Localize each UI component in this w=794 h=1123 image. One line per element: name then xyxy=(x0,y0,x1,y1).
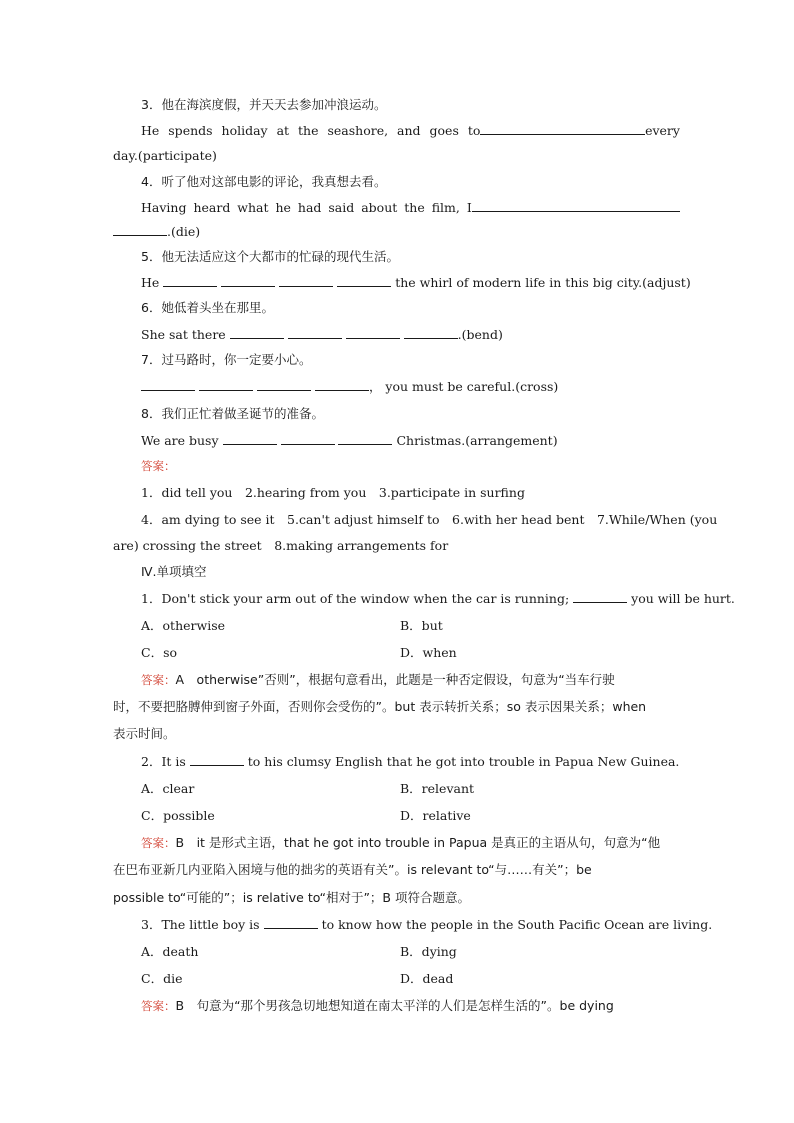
q5-chinese: 5．他无法适应这个大都市的忙碌的现代生活。 xyxy=(141,249,399,264)
mc3-stem-a: 3．The little boy is xyxy=(141,917,260,932)
q8-chinese: 8．我们正忙着做圣诞节的准备。 xyxy=(141,406,324,421)
q8-english xyxy=(141,433,680,449)
blank[interactable] xyxy=(264,917,318,929)
q3-chinese: 3．他在海滨度假，并天天去参加冲浪运动。 xyxy=(141,97,387,112)
blank[interactable] xyxy=(337,275,391,287)
blank[interactable] xyxy=(163,275,217,287)
answers-line1: 1．did tell you 2.hearing from you 3.participate in surfing xyxy=(141,485,525,500)
answers-line2: 4．am dying to see it 5.can't adjust himself to 6.with her head bent 7.While/When (you xyxy=(141,512,718,527)
mc1-exp1: A otherwise”否则”，根据句意看出，此题是一种否定假设，句意为“当车行驶 xyxy=(175,672,615,687)
q7-english xyxy=(141,379,680,395)
blank[interactable] xyxy=(404,327,458,339)
blank[interactable] xyxy=(338,433,392,445)
q7-text-end: ， you must be careful.(cross) xyxy=(368,379,559,394)
q8-text: We are busy xyxy=(141,433,219,448)
answers-label: 答案： xyxy=(141,459,176,473)
q3-text: He spends holiday at the seashore, and goes to xyxy=(141,123,481,138)
blank[interactable] xyxy=(315,379,369,391)
mc2-stem-a: 2．It is xyxy=(141,754,186,769)
q4-text-end: .(die) xyxy=(167,224,201,239)
q3-text-end: every xyxy=(645,123,680,138)
blank[interactable] xyxy=(113,224,167,236)
q3-english-line2: day.(participate) xyxy=(113,148,217,163)
section-title: Ⅳ.单项填空 xyxy=(141,564,207,579)
blank[interactable] xyxy=(288,327,342,339)
blank[interactable] xyxy=(480,123,535,135)
mc2-option-c[interactable]: C．possible xyxy=(141,808,215,823)
q5-text: He xyxy=(141,275,160,290)
blank[interactable] xyxy=(190,754,244,766)
mc1-stem-a: 1．Don't stick your arm out of the window when the car is running; xyxy=(141,591,570,606)
mc3-option-b[interactable]: B．dying xyxy=(400,944,457,959)
blank[interactable] xyxy=(472,200,524,212)
mc2-explanation-line3: possible to“可能的”；is relative to“相对于”；B 项符合题意。 xyxy=(113,890,470,905)
q7-chinese: 7．过马路时，你一定要小心。 xyxy=(141,352,312,367)
mc2-exp1: B it 是形式主语，that he got into trouble in Papua 是真正的主语从句，句意为“他 xyxy=(175,835,661,850)
q6-chinese: 6．她低着头坐在那里。 xyxy=(141,300,274,315)
mc1-option-d[interactable]: D．when xyxy=(400,645,457,660)
blank[interactable] xyxy=(223,433,277,445)
q4-text: Having heard what he had said about the film, I xyxy=(141,200,472,215)
blank[interactable] xyxy=(590,123,645,135)
mc2-explanation-line2: 在巴布亚新几内亚陷入困境与他的拙劣的英语有关”。is relevant to“与……有关”；be xyxy=(113,862,592,877)
blank[interactable] xyxy=(535,123,590,135)
mc3-explanation-line1 xyxy=(141,998,680,1014)
blank[interactable] xyxy=(346,327,400,339)
mc3-option-d[interactable]: D．dead xyxy=(400,971,454,986)
blank[interactable] xyxy=(221,275,275,287)
mc1-stem-b: you will be hurt. xyxy=(631,591,735,606)
mc1-option-a[interactable]: A．otherwise xyxy=(141,618,226,633)
mc3-stem-b: to know how the people in the South Pacific Ocean are living. xyxy=(321,917,713,932)
mc2-explanation-line1 xyxy=(141,835,680,851)
mc1-explanation-line1 xyxy=(141,672,680,688)
blank[interactable] xyxy=(524,200,576,212)
mc3-stem xyxy=(141,917,713,933)
mc3-exp1: B 句意为“那个男孩急切地想知道在南太平洋的人们是怎样生活的”。be dying xyxy=(175,998,614,1013)
mc1-option-b[interactable]: B．but xyxy=(400,618,443,633)
q6-text-end: .(bend) xyxy=(457,327,503,342)
q6-english xyxy=(141,327,680,343)
mc3-option-a[interactable]: A．death xyxy=(141,944,199,959)
q8-text-end: Christmas.(arrangement) xyxy=(396,433,558,448)
blank[interactable] xyxy=(257,379,311,391)
blank[interactable] xyxy=(281,433,335,445)
q6-text: She sat there xyxy=(141,327,226,342)
blank[interactable] xyxy=(628,200,680,212)
mc1-stem xyxy=(141,591,735,607)
q4-english-line2 xyxy=(113,224,680,240)
mc2-option-d[interactable]: D．relative xyxy=(400,808,471,823)
blank[interactable] xyxy=(573,591,627,603)
mc3-answer-label: 答案： xyxy=(141,999,176,1013)
mc1-explanation-line2: 时，不要把胳膊伸到窗子外面，否则你会受伤的”。but 表示转折关系；so 表示因果关系；when xyxy=(113,699,647,714)
q5-text-end: the whirl of modern life in this big city.(adjust) xyxy=(395,275,691,290)
mc2-answer-label: 答案： xyxy=(141,836,176,850)
q4-chinese: 4．听了他对这部电影的评论，我真想去看。 xyxy=(141,174,387,189)
mc1-explanation-line3: 表示时间。 xyxy=(113,726,176,741)
blank[interactable] xyxy=(141,379,195,391)
mc3-option-c[interactable]: C．die xyxy=(141,971,183,986)
mc2-option-a[interactable]: A．clear xyxy=(141,781,195,796)
answers-line3: are) crossing the street 8.making arrangements for xyxy=(113,538,449,553)
q5-english xyxy=(141,275,691,291)
mc2-stem xyxy=(141,754,680,770)
blank[interactable] xyxy=(279,275,333,287)
blank[interactable] xyxy=(230,327,284,339)
mc2-stem-b: to his clumsy English that he got into trouble in Papua New Guinea. xyxy=(247,754,680,769)
q4-english-line1 xyxy=(141,200,680,216)
mc1-answer-label: 答案： xyxy=(141,673,176,687)
q3-english-line1 xyxy=(141,123,680,139)
blank[interactable] xyxy=(199,379,253,391)
mc1-option-c[interactable]: C．so xyxy=(141,645,178,660)
blank[interactable] xyxy=(576,200,628,212)
mc2-option-b[interactable]: B．relevant xyxy=(400,781,475,796)
